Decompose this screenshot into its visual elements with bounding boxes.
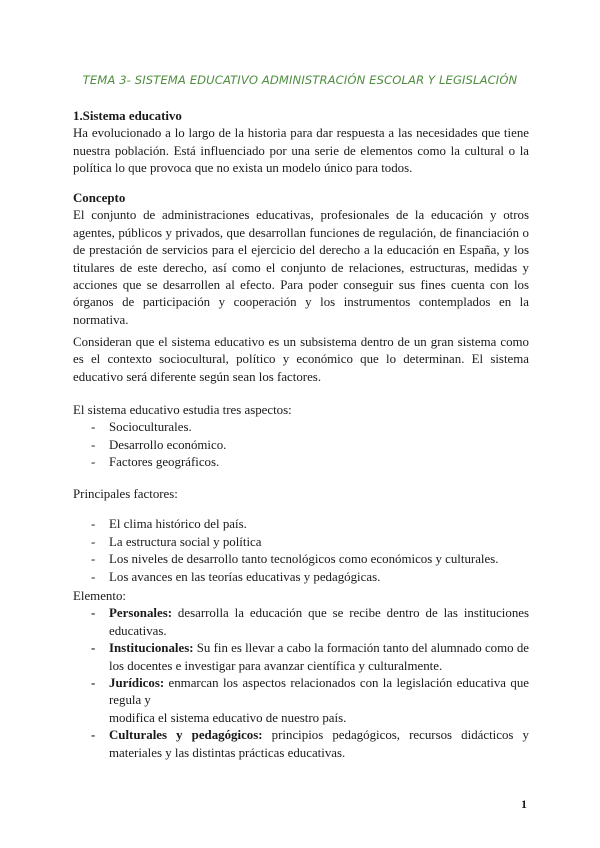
item-text: desarrolla la educación que se recibe dentro de las instituciones educativas. (109, 606, 529, 638)
list-item (73, 675, 529, 727)
paragraph-subsistema: Consideran que el sistema educativo es un subsistema dentro de un gran sistema como es el contexto sociocultural, político y económico que lo determinan. El sistema educativo será diferente según sean los factores. (73, 335, 529, 384)
item-term: Institucionales: (109, 641, 194, 656)
section-elementos (73, 588, 529, 762)
list-item (73, 605, 529, 640)
section-paragraph: Ha evolucionado a lo largo de la historia para dar respuesta a las necesidades que tiene nuestra población. Está influenciado por una serie de elementos como la cultural o la política lo que provoca que no exista un modelo único para todos. (73, 126, 529, 176)
section-sistema-educativo (73, 108, 529, 178)
item-text: principios pedagógicos, recursos didácticos y materiales y las distintas prácticas educativas. (109, 728, 529, 760)
list-item: - El clima histórico del país. (73, 516, 529, 533)
list-item: - Factores geográficos. (73, 454, 529, 471)
page-number: 1 (521, 797, 527, 811)
section-paragraph: El conjunto de administraciones educativas, profesionales de la educación y otros agentes, públicos y privados, que desarrollan funciones de regulación, de financiación o de prestación de servicios para el ejercicio del derecho a la educación en España, y los titulares de este derecho, así como el conjunto de relaciones, estructuras, medidas y acciones que se desarrollen al efecto. Para poder conseguir sus fines cuenta con los órganos de participación y cooperación y los instrumentos contemplados en la normativa. (73, 208, 529, 327)
aspectos-list (73, 419, 529, 471)
factores-list (73, 516, 529, 586)
list-item: - Socioculturales. (73, 419, 529, 436)
list-item: - Desarrollo económico. (73, 437, 529, 454)
list-item: - Los niveles de desarrollo tanto tecnológicos como económicos y culturales. (73, 551, 529, 568)
section-aspectos (73, 402, 529, 472)
list-item: - La estructura social y política (73, 534, 529, 551)
list-intro: Principales factores: (73, 487, 178, 501)
page-title: TEMA 3- SISTEMA EDUCATIVO ADMINISTRACIÓN ESCOLAR Y LEGISLACIÓN (82, 73, 518, 87)
list-intro: El sistema educativo estudia tres aspectos: (73, 403, 292, 417)
list-item (73, 640, 529, 675)
section-factores (73, 486, 529, 586)
elementos-list (73, 605, 529, 762)
section-heading: 1.Sistema educativo (73, 109, 182, 123)
item-term: Jurídicos: (109, 676, 165, 691)
section-concepto (73, 190, 529, 329)
list-item (73, 727, 529, 762)
item-term: Personales: (109, 606, 173, 621)
item-text: enmarcan los aspectos relacionados con la legislación educativa que regula y (109, 676, 529, 708)
item-term: Culturales y pedagógicos: (109, 728, 263, 743)
section-heading: Concepto (73, 191, 126, 205)
list-item: - Los avances en las teorías educativas y pedagógicas. (73, 569, 529, 586)
item-text-continued: modifica el sistema educativo de nuestro país. (109, 710, 347, 725)
item-text: Su fin es llevar a cabo la formación tanto del alumnado como de los docentes e investigar para avanzar científica y culturalmente. (109, 641, 529, 673)
list-intro: Elemento: (73, 589, 126, 603)
